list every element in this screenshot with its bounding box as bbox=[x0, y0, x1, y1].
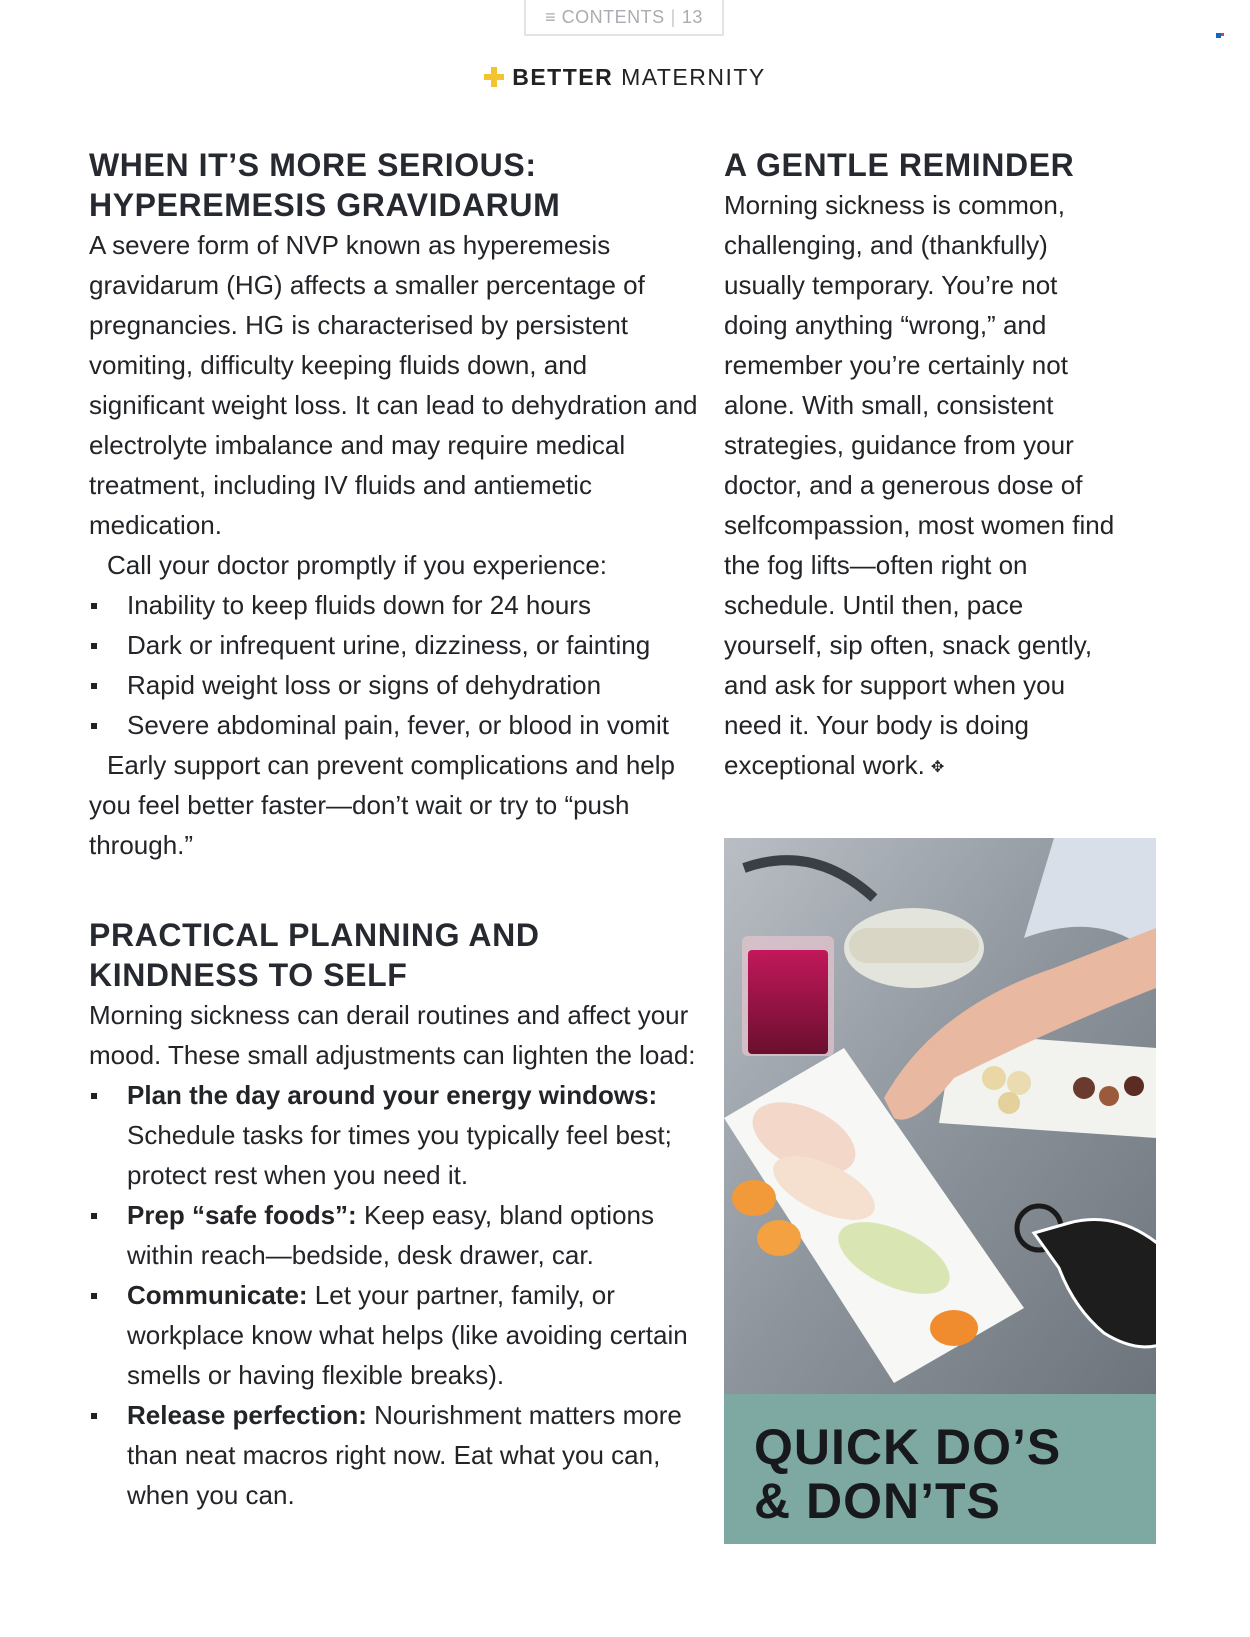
hg-call-intro: Call your doctor promptly if you experience: bbox=[107, 550, 608, 580]
planning-title bbox=[89, 915, 704, 995]
mandarin bbox=[757, 1220, 801, 1256]
brand-bold: BETTER bbox=[512, 64, 614, 90]
list-item-lead: Communicate: bbox=[127, 1280, 308, 1310]
list-item bbox=[89, 1395, 704, 1515]
planning-intro: Morning sickness can derail routines and affect your mood. These small adjustments can lighten the load: bbox=[89, 1000, 696, 1070]
trail-mix bbox=[1099, 1086, 1119, 1106]
list-item: Inability to keep fluids down for 24 hours bbox=[89, 585, 704, 625]
hg-title-line2: HYPEREMESIS GRAVIDARUM bbox=[89, 187, 561, 223]
list-item: Rapid weight loss or signs of dehydration bbox=[89, 665, 704, 705]
nut bbox=[982, 1066, 1006, 1090]
hg-title bbox=[89, 145, 704, 225]
snack-photo[interactable] bbox=[724, 838, 1156, 1394]
reminder-body-text: Morning sickness is common, challenging, and (thankfully) usually temporary. You’re not doing anything “wrong,” and remember you’re certainly not alone. With small, consistent strategies, guidance from your doctor, and a generous dose of selfcompassion, most women find the fog lifts—often right on schedule. Until then, pace yourself, sip often, snack gently, and ask for support when you need it. Your body is doing exceptional work. bbox=[724, 190, 1115, 780]
juice bbox=[748, 950, 828, 1054]
list-item-text: Schedule tasks for times you typically feel best; protect rest when you need it. bbox=[127, 1120, 672, 1190]
list-item-lead: Release perfection: bbox=[127, 1400, 367, 1430]
mandarin bbox=[930, 1310, 978, 1346]
contents-label[interactable]: ≡ CONTENTS bbox=[545, 6, 665, 27]
list-item-text: Nourishment matters more than neat macros right now. Eat what you can, when you can. bbox=[127, 1400, 682, 1510]
list-item: Severe abdominal pain, fever, or blood in vomit bbox=[89, 705, 704, 745]
list-item-lead: Prep “safe foods”: bbox=[127, 1200, 357, 1230]
list-item bbox=[89, 1275, 704, 1395]
hg-body: A severe form of NVP known as hyperemesis gravidarum (HG) affects a smaller percentage of pregnancies. HG is characterised by persistent vomiting, difficulty keeping fluids down, and significant weight loss. It can lead to dehydration and electrolyte imbalance and may require medical treatment, including IV fluids and antiemetic medication. bbox=[89, 230, 698, 540]
contents-tab[interactable] bbox=[524, 0, 724, 36]
list-item: Dark or infrequent urine, dizziness, or fainting bbox=[89, 625, 704, 665]
left-column bbox=[89, 145, 704, 1515]
list-item-text: Let your partner, family, or workplace know what helps (like avoiding certain smells or having flexible breaks). bbox=[127, 1280, 688, 1390]
list-item bbox=[89, 1195, 704, 1275]
trail-mix bbox=[1124, 1076, 1144, 1096]
plus-cross-icon bbox=[484, 67, 504, 87]
hg-symptom-list bbox=[89, 585, 704, 745]
planning-list bbox=[89, 1075, 704, 1515]
list-item-lead: Plan the day around your energy windows: bbox=[127, 1080, 658, 1110]
right-column bbox=[724, 145, 1124, 788]
planning-title-line2: KINDNESS TO SELF bbox=[89, 957, 408, 993]
brand-light: MATERNITY bbox=[621, 64, 766, 90]
planning-section bbox=[89, 915, 704, 1515]
reminder-body bbox=[724, 185, 1124, 788]
reminder-title: A GENTLE REMINDER bbox=[724, 147, 1075, 183]
snack-photo-illustration bbox=[724, 838, 1156, 1394]
callout-line1: QUICK DO’S bbox=[754, 1419, 1062, 1475]
list-item-text: Keep easy, bland options within reach—bedside, desk drawer, car. bbox=[127, 1200, 655, 1270]
brand-header bbox=[0, 64, 1250, 91]
corner-dot-red bbox=[1221, 33, 1224, 36]
list-item bbox=[89, 1075, 704, 1195]
nut bbox=[1007, 1071, 1031, 1095]
page-number: 13 bbox=[681, 6, 703, 27]
hg-closing: Early support can prevent complications and help you feel better faster—don’t wait or try to “push through.” bbox=[89, 750, 675, 860]
planning-title-line1: PRACTICAL PLANNING AND bbox=[89, 917, 540, 953]
mandarin bbox=[732, 1180, 776, 1216]
hg-title-line1: WHEN IT’S MORE SERIOUS: bbox=[89, 147, 537, 183]
trail-mix bbox=[1073, 1077, 1095, 1099]
rice-cake-side bbox=[849, 928, 979, 963]
nut bbox=[998, 1092, 1020, 1114]
divider: | bbox=[670, 6, 676, 27]
callout-line2: & DON’TS bbox=[754, 1473, 1001, 1529]
quick-dos-donts-callout[interactable] bbox=[724, 1394, 1156, 1544]
end-mark-icon: ✥ bbox=[930, 759, 945, 776]
